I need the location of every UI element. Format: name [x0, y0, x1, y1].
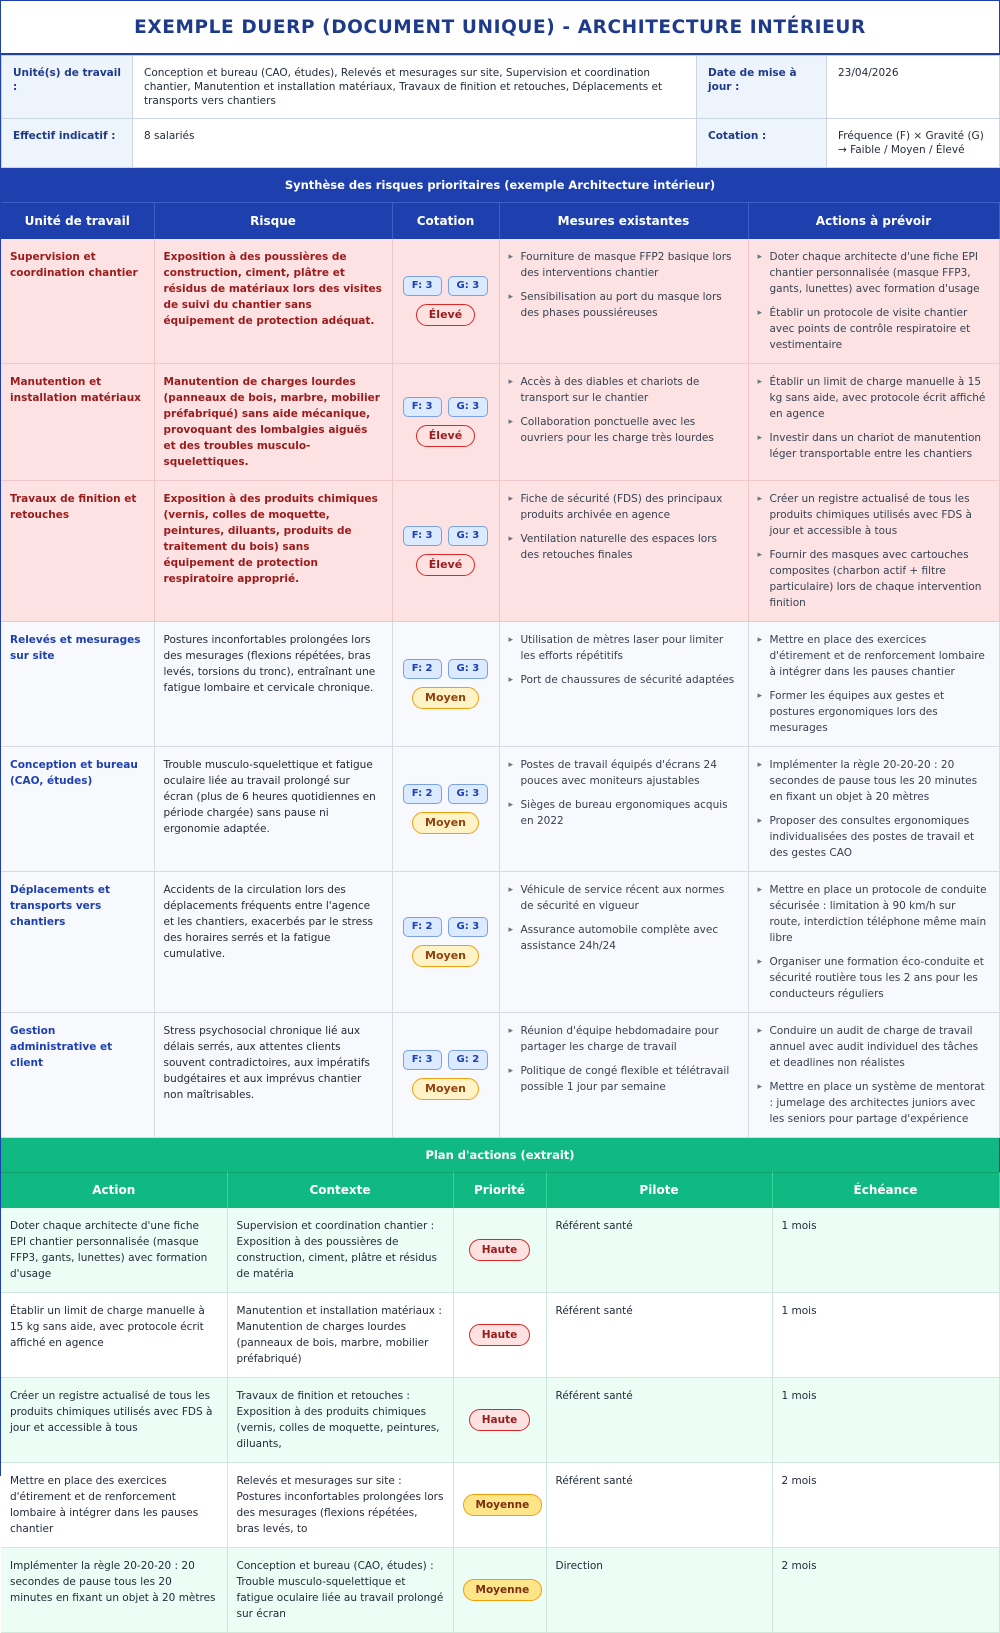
work-unit: Manutention et installation matériaux	[1, 363, 154, 480]
rating-cell	[392, 363, 499, 480]
planned-actions	[748, 621, 999, 746]
units-value: Conception et bureau (CAO, études), Relevés et mesurages sur site, Supervision et coordination chantier, Manutention et installation matériaux, Travaux de finition et retouches, Déplacements et transports vers chantiers	[133, 56, 697, 119]
col-pilot: Pilote	[546, 1172, 772, 1208]
action-item: ▸ Conduire un audit de charge de travail annuel avec audit individuel des tâches et deadlines non réalistes	[758, 1023, 990, 1071]
risk-description: Stress psychosocial chronique lié aux délais serrés, aux attentes clients souvent contradictoires, aux impératifs budgétaires et aux imprévus chantier non maîtrisables.	[154, 1012, 392, 1137]
existing-measures	[499, 871, 748, 1012]
plan-pilot: Référent santé	[546, 1293, 772, 1378]
planned-actions	[748, 363, 999, 480]
actions-list	[758, 882, 990, 1002]
col-action: Action	[1, 1172, 227, 1208]
action-item: ▸ Établir un limit de charge manuelle à 15 kg sans aide, avec protocole écrit affiché en agence	[758, 374, 990, 422]
plan-action: Établir un limit de charge manuelle à 15 kg sans aide, avec protocole écrit affiché en agence	[1, 1293, 227, 1378]
plan-context: Relevés et mesurages sur site : Postures inconfortables prolongées lors des mesurages (flexions répétées, bras levés, to	[227, 1463, 453, 1548]
risk-level-badge: Élevé	[416, 304, 475, 326]
risk-level-badge: Moyen	[412, 1078, 479, 1100]
work-unit: Déplacements et transports vers chantiers	[1, 871, 154, 1012]
risk-row	[1, 239, 999, 364]
priority-cell	[453, 1208, 546, 1293]
plan-pilot: Direction	[546, 1548, 772, 1633]
severity-chip: G: 3	[448, 917, 489, 937]
risk-row	[1, 480, 999, 621]
plan-title: Plan d'actions (extrait)	[1, 1138, 999, 1172]
rating-cell	[392, 480, 499, 621]
risk-level-badge: Moyen	[412, 945, 479, 967]
priority-badge: Haute	[469, 1409, 531, 1431]
rating-chips	[402, 397, 490, 417]
units-label: Unité(s) de travail :	[2, 56, 133, 119]
work-unit: Supervision et coordination chantier	[1, 239, 154, 364]
col-measures: Mesures existantes	[499, 203, 748, 239]
measure-item: ▸ Fiche de sécurité (FDS) des principaux produits archivée en agence	[509, 491, 739, 523]
synthesis-title: Synthèse des risques prioritaires (exemple Architecture intérieur)	[1, 168, 999, 202]
action-item: ▸ Mettre en place un protocole de conduite sécurisée : limitation à 90 km/h sur route, interdiction téléphone même main libre	[758, 882, 990, 946]
measures-list	[509, 249, 739, 321]
measures-list	[509, 632, 739, 688]
col-priority: Priorité	[453, 1172, 546, 1208]
measures-list	[509, 1023, 739, 1095]
plan-action: Doter chaque architecte d'une fiche EPI chantier personnalisée (masque FFP3, gants, lunettes) avec formation d'usage	[1, 1208, 227, 1293]
action-item: ▸ Former les équipes aux gestes et postures ergonomiques lors des mesurages	[758, 688, 990, 736]
measures-list	[509, 882, 739, 954]
plan-context: Conception et bureau (CAO, études) : Trouble musculo-squelettique et fatigue oculaire liée au travail prolongé sur écran	[227, 1548, 453, 1633]
risk-description: Manutention de charges lourdes (panneaux de bois, marbre, mobilier préfabriqué) sans aide mécanique, provoquant des lombalgies aiguës et des troubles musculo-squelettiques.	[154, 363, 392, 480]
frequency-chip: F: 3	[403, 1050, 442, 1070]
plan-action: Implémenter la règle 20-20-20 : 20 secondes de pause tous les 20 minutes en fixant un objet à 20 mètres	[1, 1548, 227, 1633]
frequency-chip: F: 2	[403, 784, 442, 804]
plan-row	[1, 1293, 999, 1378]
rating-label: Cotation :	[697, 119, 827, 168]
rating-chips	[402, 784, 490, 804]
action-item: ▸ Investir dans un chariot de manutention léger transportable entre les chantiers	[758, 430, 990, 462]
plan-row	[1, 1548, 999, 1633]
risk-description: Postures inconfortables prolongées lors des mesurages (flexions répétées, bras levés, torsions du tronc), entraînant une fatigue lombaire et cervicale chronique.	[154, 621, 392, 746]
work-unit: Travaux de finition et retouches	[1, 480, 154, 621]
severity-chip: G: 3	[448, 659, 489, 679]
actions-list	[758, 757, 990, 861]
risk-row	[1, 1012, 999, 1137]
plan-pilot: Référent santé	[546, 1463, 772, 1548]
rating-cell	[392, 871, 499, 1012]
frequency-chip: F: 2	[403, 917, 442, 937]
risk-level-badge: Moyen	[412, 687, 479, 709]
risk-row	[1, 871, 999, 1012]
rating-cell	[392, 239, 499, 364]
plan-due: 1 mois	[772, 1208, 999, 1293]
work-unit: Gestion administrative et client	[1, 1012, 154, 1137]
measures-list	[509, 491, 739, 563]
measure-item: ▸ Collaboration ponctuelle avec les ouvriers pour les charge très lourdes	[509, 414, 739, 446]
plan-due: 1 mois	[772, 1378, 999, 1463]
frequency-chip: F: 3	[403, 397, 442, 417]
risk-description: Accidents de la circulation lors des déplacements fréquents entre l'agence et les chantiers, exacerbés par le stress des horaires serrés et la fatigue cumulative.	[154, 871, 392, 1012]
plan-due: 2 mois	[772, 1463, 999, 1548]
existing-measures	[499, 746, 748, 871]
action-item: ▸ Organiser une formation éco-conduite et sécurité routière tous les 2 ans pour les conducteurs réguliers	[758, 954, 990, 1002]
priority-cell	[453, 1293, 546, 1378]
priority-badge: Haute	[469, 1239, 531, 1261]
priority-badge: Haute	[469, 1324, 531, 1346]
priority-cell	[453, 1463, 546, 1548]
rating-chips	[402, 1050, 490, 1070]
planned-actions	[748, 480, 999, 621]
work-unit: Relevés et mesurages sur site	[1, 621, 154, 746]
col-unit: Unité de travail	[1, 203, 154, 239]
risk-description: Trouble musculo-squelettique et fatigue oculaire liée au travail prolongé sur écran (plus de 6 heures quotidiennes en période chargée) sans pause ni ergonomie adaptée.	[154, 746, 392, 871]
col-actions: Actions à prévoir	[748, 203, 999, 239]
risk-description: Exposition à des produits chimiques (vernis, colles de moquette, peintures, diluants, produits de traitement du bois) sans équipement de protection respiratoire approprié.	[154, 480, 392, 621]
risk-level-badge: Élevé	[416, 425, 475, 447]
rating-cell	[392, 621, 499, 746]
risk-row	[1, 363, 999, 480]
col-context: Contexte	[227, 1172, 453, 1208]
synthesis-table	[1, 202, 1000, 1138]
col-risk: Risque	[154, 203, 392, 239]
synthesis-header-row	[1, 203, 999, 239]
measures-list	[509, 374, 739, 446]
actions-list	[758, 374, 990, 462]
frequency-chip: F: 2	[403, 659, 442, 679]
plan-header-row	[1, 1172, 999, 1208]
severity-chip: G: 3	[448, 784, 489, 804]
plan-due: 1 mois	[772, 1293, 999, 1378]
plan-context: Supervision et coordination chantier : Exposition à des poussières de construction, ciment, plâtre et résidus de matéria	[227, 1208, 453, 1293]
plan-context: Manutention et installation matériaux : Manutention de charges lourdes (panneaux de bois, marbre, mobilier préfabriqué)	[227, 1293, 453, 1378]
priority-badge: Moyenne	[463, 1494, 543, 1516]
measure-item: ▸ Accès à des diables et chariots de transport sur le chantier	[509, 374, 739, 406]
action-item: ▸ Mettre en place un système de mentorat : jumelage des architectes juniors avec les seniors pour partage d'expérience	[758, 1079, 990, 1127]
planned-actions	[748, 239, 999, 364]
action-item: ▸ Doter chaque architecte d'une fiche EPI chantier personnalisée (masque FFP3, gants, lunettes) avec formation d'usage	[758, 249, 990, 297]
existing-measures	[499, 239, 748, 364]
measure-item: ▸ Fourniture de masque FFP2 basique lors des interventions chantier	[509, 249, 739, 281]
plan-pilot: Référent santé	[546, 1378, 772, 1463]
action-item: ▸ Établir un protocole de visite chantier avec points de contrôle respiratoire et vestimentaire	[758, 305, 990, 353]
plan-row	[1, 1208, 999, 1293]
action-item: ▸ Fournir des masques avec cartouches composites (charbon actif + filtre particulaire) lors de chaque intervention finition	[758, 547, 990, 611]
planned-actions	[748, 1012, 999, 1137]
frequency-chip: F: 3	[403, 276, 442, 296]
actions-list	[758, 1023, 990, 1127]
action-item: ▸ Proposer des consultes ergonomiques individualisées des postes de travail et des gestes CAO	[758, 813, 990, 861]
severity-chip: G: 3	[448, 526, 489, 546]
measure-item: ▸ Véhicule de service récent aux normes de sécurité en vigueur	[509, 882, 739, 914]
severity-chip: G: 3	[448, 276, 489, 296]
date-label: Date de mise à jour :	[697, 56, 827, 119]
measure-item: ▸ Réunion d'équipe hebdomadaire pour partager les charge de travail	[509, 1023, 739, 1055]
planned-actions	[748, 746, 999, 871]
plan-row	[1, 1378, 999, 1463]
rating-chips	[402, 917, 490, 937]
measures-list	[509, 757, 739, 829]
measure-item: ▸ Ventilation naturelle des espaces lors des retouches finales	[509, 531, 739, 563]
measure-item: ▸ Politique de congé flexible et télétravail possible 1 jour par semaine	[509, 1063, 739, 1095]
risk-level-badge: Élevé	[416, 554, 475, 576]
action-item: ▸ Mettre en place des exercices d'étirement et de renforcement lombaire à intégrer dans les pauses chantier	[758, 632, 990, 680]
info-table	[1, 55, 1000, 168]
actions-list	[758, 491, 990, 611]
measure-item: ▸ Utilisation de mètres laser pour limiter les efforts répétitifs	[509, 632, 739, 664]
col-rating: Cotation	[392, 203, 499, 239]
risk-level-badge: Moyen	[412, 812, 479, 834]
staff-label: Effectif indicatif :	[2, 119, 133, 168]
risk-row	[1, 746, 999, 871]
work-unit: Conception et bureau (CAO, études)	[1, 746, 154, 871]
risk-description: Exposition à des poussières de construction, ciment, plâtre et résidus de matériaux lors des visites de suivi du chantier sans équipement de protection adéquat.	[154, 239, 392, 364]
existing-measures	[499, 621, 748, 746]
plan-action: Créer un registre actualisé de tous les produits chimiques utilisés avec FDS à jour et accessible à tous	[1, 1378, 227, 1463]
action-item: ▸ Créer un registre actualisé de tous les produits chimiques utilisés avec FDS à jour et accessible à tous	[758, 491, 990, 539]
actions-list	[758, 632, 990, 736]
priority-cell	[453, 1378, 546, 1463]
severity-chip: G: 2	[448, 1050, 489, 1070]
existing-measures	[499, 480, 748, 621]
rating-value: Fréquence (F) × Gravité (G) → Faible / Moyen / Élevé	[827, 119, 1000, 168]
planned-actions	[748, 871, 999, 1012]
actions-list	[758, 249, 990, 353]
existing-measures	[499, 363, 748, 480]
measure-item: ▸ Postes de travail équipés d'écrans 24 pouces avec moniteurs ajustables	[509, 757, 739, 789]
plan-row	[1, 1463, 999, 1548]
plan-due: 2 mois	[772, 1548, 999, 1633]
plan-action: Mettre en place des exercices d'étirement et de renforcement lombaire à intégrer dans les pauses chantier	[1, 1463, 227, 1548]
plan-pilot: Référent santé	[546, 1208, 772, 1293]
rating-chips	[402, 659, 490, 679]
priority-badge: Moyenne	[463, 1579, 543, 1601]
date-value: 23/04/2026	[827, 56, 1000, 119]
rating-cell	[392, 1012, 499, 1137]
existing-measures	[499, 1012, 748, 1137]
plan-table	[1, 1172, 1000, 1633]
measure-item: ▸ Assurance automobile complète avec assistance 24h/24	[509, 922, 739, 954]
plan-context: Travaux de finition et retouches : Exposition à des produits chimiques (vernis, colles de moquette, peintures, diluants,	[227, 1378, 453, 1463]
page-title: EXEMPLE DUERP (DOCUMENT UNIQUE) - ARCHITECTURE INTÉRIEUR	[1, 1, 999, 55]
rating-chips	[402, 526, 490, 546]
measure-item: ▸ Sièges de bureau ergonomiques acquis en 2022	[509, 797, 739, 829]
measure-item: ▸ Port de chaussures de sécurité adaptées	[509, 672, 739, 688]
rating-chips	[402, 276, 490, 296]
rating-cell	[392, 746, 499, 871]
staff-value: 8 salariés	[133, 119, 697, 168]
risk-row	[1, 621, 999, 746]
severity-chip: G: 3	[448, 397, 489, 417]
action-item: ▸ Implémenter la règle 20-20-20 : 20 secondes de pause tous les 20 minutes en fixant un objet à 20 mètres	[758, 757, 990, 805]
priority-cell	[453, 1548, 546, 1633]
col-due: Échéance	[772, 1172, 999, 1208]
measure-item: ▸ Sensibilisation au port du masque lors des phases poussiéreuses	[509, 289, 739, 321]
frequency-chip: F: 3	[403, 526, 442, 546]
